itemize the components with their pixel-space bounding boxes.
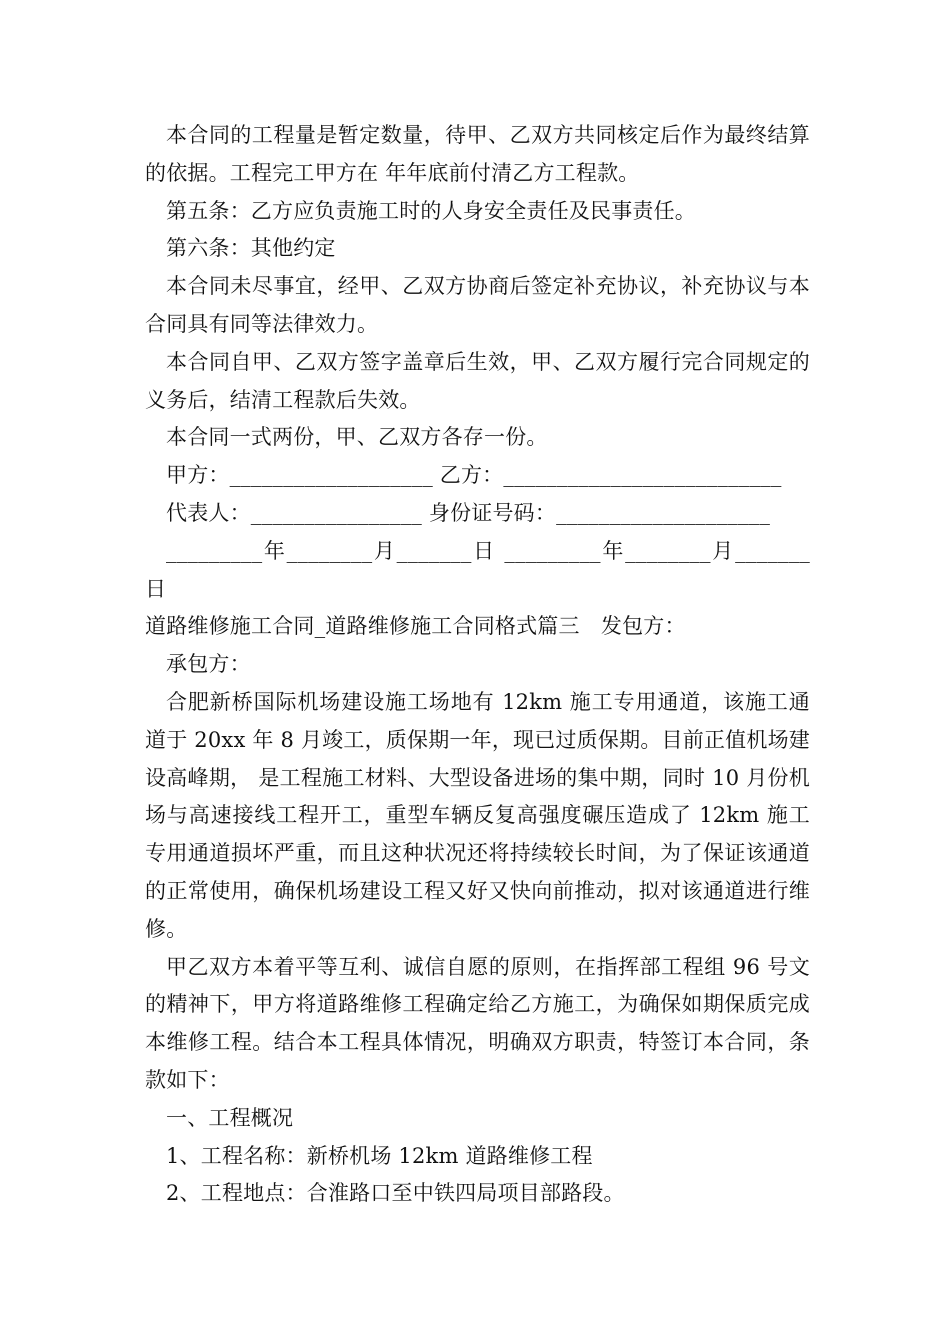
paragraph-project-background: 合肥新桥国际机场建设施工场地有 12km 施工专用通道，该施工通道于 20xx 年 8 月竣工，质保期一年，现已过质保期。目前正值机场建设高峰期， 是工程施工材料、大型设备进场的集中期，同时 10 月份机场与高速接线工程开工，重型车辆反复高强度碾压造成了 12km 施工专用通道损坏严重，而且这种状况还将持续较长时间，为了保证该通道的正常使用，确保机场建设工程又好又快向前推动，拟对该通道进行维修。 (145, 689, 810, 941)
paragraph-settlement-basis: 本合同的工程量是暂定数量，待甲、乙双方共同核定后作为最终结算的依据。工程完工甲方在 年年底前付清乙方工程款。 (145, 123, 810, 185)
signature-line-dates: _________年________月_______日 _________年________月_______日 (145, 538, 810, 601)
paragraph-article-six: 第六条：其他约定 (166, 236, 336, 261)
list-item-project-name: 1、工程名称：新桥机场 12km 道路维修工程 (166, 1143, 593, 1168)
signature-line-parties: 甲方：___________________ 乙方：__________________________ (166, 463, 782, 488)
paragraph-article-five: 第五条：乙方应负责施工时的人身安全责任及民事责任。 (166, 198, 696, 223)
heading-project-overview: 一、工程概况 (166, 1105, 294, 1130)
document-body (145, 117, 810, 1213)
paragraph-contractor: 承包方： (166, 652, 251, 677)
paragraph-contract-principles: 甲乙双方本着平等互利、诚信自愿的原则，在指挥部工程组 96 号文的精神下，甲方将道路维修工程确定给乙方施工，为确保如期保质完成本维修工程。结合本工程具体情况，明确双方职责，特签订本合同，条款如下： (145, 954, 810, 1092)
paragraph-copies: 本合同一式两份，甲、乙双方各存一份。 (166, 425, 548, 450)
signature-line-representatives: 代表人：________________ 身份证号码：____________________ (166, 500, 771, 525)
list-item-project-location: 2、工程地点：合淮路口至中铁四局项目部路段。 (166, 1181, 625, 1206)
section-heading-contract-three: 道路维修施工合同_道路维修施工合同格式篇三 发包方： (145, 614, 686, 639)
paragraph-supplementary-agreement: 本合同未尽事宜，经甲、乙双方协商后签定补充协议，补充协议与本合同具有同等法律效力。 (145, 274, 810, 336)
paragraph-effectiveness: 本合同自甲、乙双方签字盖章后生效，甲、乙双方履行完合同规定的义务后，结清工程款后失效。 (145, 349, 810, 412)
